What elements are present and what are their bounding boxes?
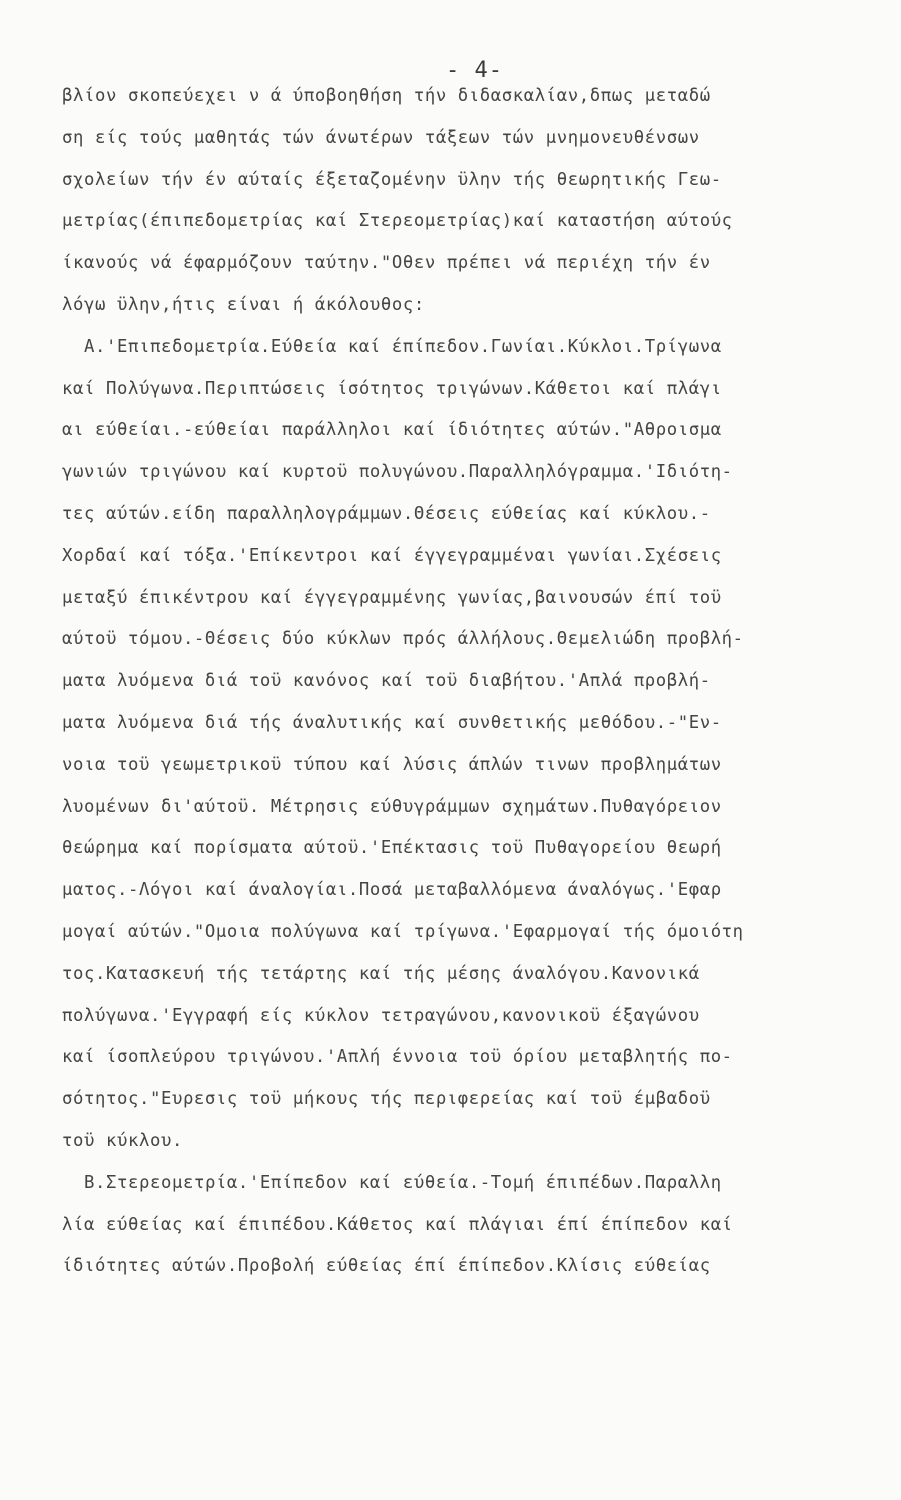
body-text: [62, 76, 862, 1288]
text-line: λία εύθείας καί έπιπέδου.Κάθετος καί πλάγιαι έπί έπίπεδον καί: [62, 1214, 733, 1235]
text-line: αι εύθείαι.-εύθείαι παράλληλοι καί ίδιότητες αύτών."Αθροισμα: [62, 420, 722, 441]
text-line: μογαί αύτών."Ομοια πολύγωνα καί τρίγωνα.'Εφαρμογαί τής όμοιότη: [62, 921, 744, 942]
page-number: - 4-: [446, 58, 503, 83]
text-line: ματος.-Λόγοι καί άναλογίαι.Ποσά μεταβαλλόμενα άναλόγως.'Εφαρ: [62, 880, 722, 901]
text-line: καί ίσοπλεύρου τριγώνου.'Απλή έννοια τοϋ όρίου μεταβλητής πο-: [62, 1047, 733, 1068]
text-line: μετρίας(έπιπεδομετρίας καί Στερεομετρίας)καί καταστήση αύτούς: [62, 211, 733, 232]
text-line: Β.Στερεομετρία.'Επίπεδον καί εύθεία.-Τομή έπιπέδων.Παραλλη: [84, 1172, 722, 1193]
text-line: ματα λυόμενα διά τοϋ κανόνος καί τοϋ διαβήτου.'Απλά προβλή-: [62, 671, 711, 692]
text-line: λυομένων δι'αύτοϋ. Μέτρησις εύθυγράμμων σχημάτων.Πυθαγόρειον: [62, 796, 722, 817]
text-line: μεταξύ έπικέντρου καί έγγεγραμμένης γωνίας,βαινουσών έπί τοϋ: [62, 587, 722, 608]
text-line: ίδιότητες αύτών.Προβολή εύθείας έπί έπίπεδον.Κλίσις εύθείας: [62, 1256, 711, 1277]
text-line: γωνιών τριγώνου καί κυρτοϋ πολυγώνου.Παραλληλόγραμμα.'Ιδιότη-: [62, 462, 733, 483]
text-line: θεώρημα καί πορίσματα αύτοϋ.'Επέκτασις τοϋ Πυθαγορείου θεωρή: [62, 838, 722, 859]
text-line: λόγω ϋλην,ήτις είναι ή άκόλουθος:: [62, 294, 425, 315]
text-line: βλίον σκοπεύεχει ν ά ύποβοηθήση τήν διδασκαλίαν,δπως μεταδώ: [62, 86, 711, 106]
text-line: σότητος."Ευρεσις τοϋ μήκους τής περιφερείας καί τοϋ έμβαδοϋ: [62, 1089, 711, 1110]
text-line: πολύγωνα.'Εγγραφή είς κύκλον τετραγώνου,κανονικοϋ έξαγώνου: [62, 1005, 700, 1026]
text-line: νοια τοϋ γεωμετρικοϋ τύπου καί λύσις άπλών τινων προβλημάτων: [62, 754, 722, 775]
text-line: Α.'Επιπεδομετρία.Εύθεία καί έπίπεδον.Γωνίαι.Κύκλοι.Τρίγωνα: [84, 336, 722, 357]
text-line: καί Πολύγωνα.Περιπτώσεις ίσότητος τριγώνων.Κάθετοι καί πλάγι: [62, 378, 722, 399]
text-line: Χορδαί καί τόξα.'Επίκεντροι καί έγγεγραμμέναι γωνίαι.Σχέσεις: [62, 545, 722, 566]
text-line: ίκανούς νά έφαρμόζουν ταύτην."Οθεν πρέπει νά περιέχη τήν έν: [62, 253, 711, 274]
text-line: τος.Κατασκευή τής τετάρτης καί τής μέσης άναλόγου.Κανονικά: [62, 963, 700, 984]
text-line: αύτοϋ τόμου.-Θέσεις δύο κύκλων πρός άλλήλους.Θεμελιώδη προβλή-: [62, 629, 744, 650]
text-line: τες αύτών.είδη παραλληλογράμμων.Θέσεις εύθείας καί κύκλου.-: [62, 503, 711, 524]
text-line: σχολείων τήν έν αύταίς έξεταζομένην ϋλην τής θεωρητικής Γεω-: [62, 169, 722, 190]
text-line: τοϋ κύκλου.: [62, 1130, 183, 1151]
text-line: ματα λυόμενα διά τής άναλυτικής καί συνθετικής μεθόδου.-"Εν-: [62, 712, 722, 733]
text-line: ση είς τούς μαθητάς τών άνωτέρων τάξεων τών μνημονευθένσων: [62, 127, 700, 148]
